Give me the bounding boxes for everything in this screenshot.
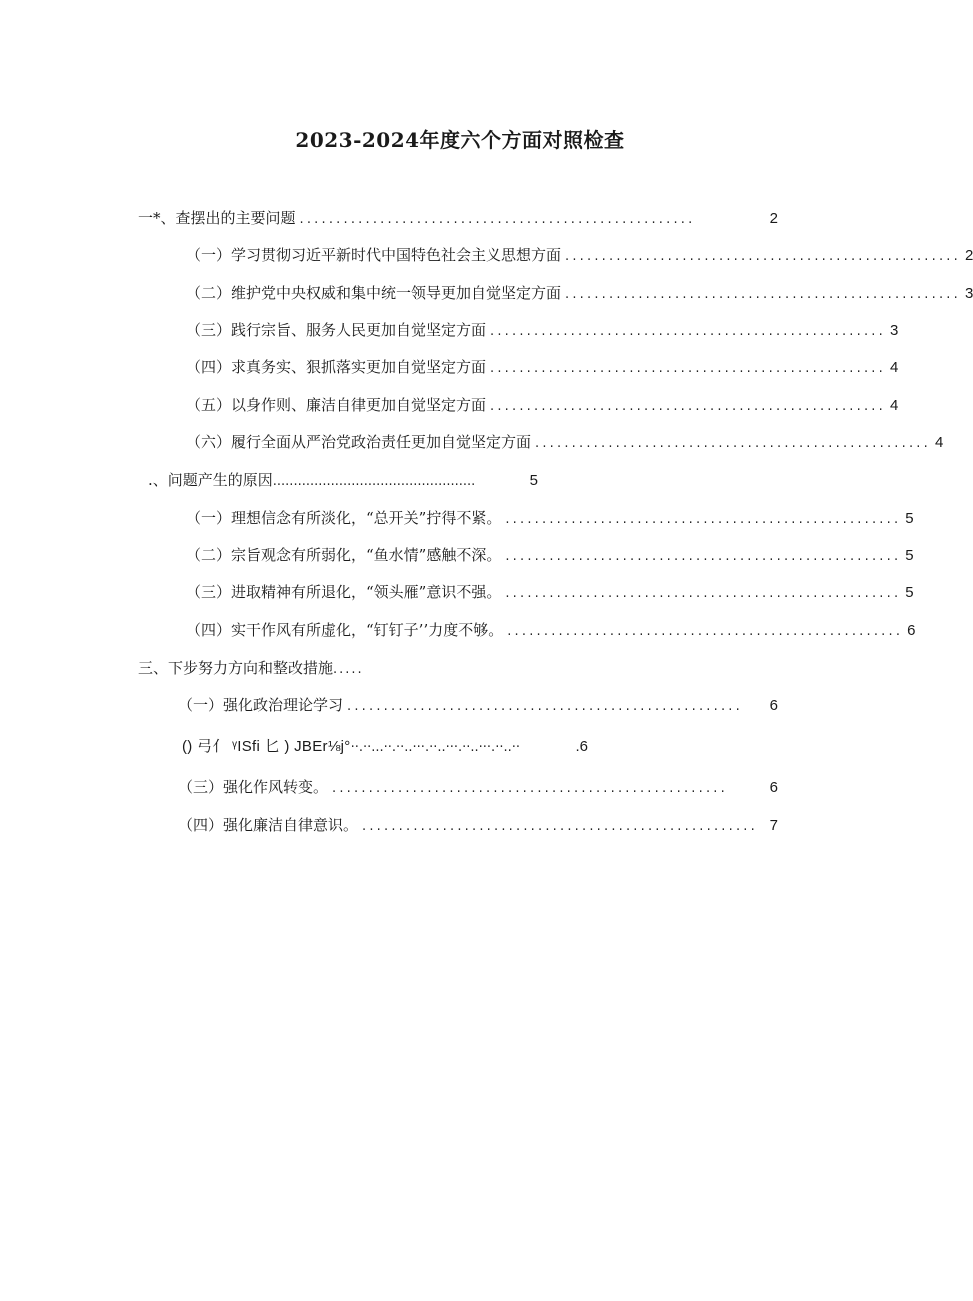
toc-dot-leader: ...................................................... — [535, 436, 931, 451]
toc-dot-leader: ...................................................... — [505, 549, 902, 564]
toc-page-number: 6 — [769, 779, 778, 796]
toc-entry-text: （一）强化政治理论学习 — [178, 696, 344, 714]
toc-entry-text: （三）进取精神有所退化，“领头雁”意识不强。 — [186, 583, 502, 601]
toc-page-number: 2 — [964, 247, 973, 264]
toc-entry-section-1[interactable] — [138, 208, 778, 228]
toc-dot-leader: ...................................................... — [490, 399, 886, 414]
toc-entry-text: （六）履行全面从严治党政治责任更加自觉坚定方面 — [186, 433, 532, 451]
toc-entry-2-4[interactable] — [186, 620, 916, 640]
toc-entry-3-4[interactable] — [178, 815, 778, 835]
toc-page-number: .6 — [575, 738, 588, 755]
toc-entry-3-1[interactable] — [178, 695, 778, 715]
toc-entry-2-3[interactable] — [186, 582, 914, 602]
toc-page-number: 2 — [769, 210, 778, 227]
toc-entry-text: （一）理想信念有所淡化，“总开关”拧得不紧。 — [186, 509, 502, 527]
toc-page-number: 5 — [529, 472, 538, 489]
toc-page-number: 4 — [889, 397, 899, 414]
toc-dot-leader: ...................................................... — [505, 512, 902, 527]
toc-dot-leader: ...................................................... — [505, 586, 902, 601]
toc-dot-leader: ...................................................... — [507, 624, 904, 639]
toc-page-number: 5 — [905, 584, 914, 601]
toc-dot-leader: ...................................................... — [362, 819, 758, 834]
toc-dot-leader: ...................................................... — [565, 287, 961, 302]
toc-entry-text: 三、下步努力方向和整改措施 — [138, 659, 334, 677]
toc-entry-text: （四）实干作风有所虚化，“钉钉子’’力度不够。 — [186, 621, 504, 639]
toc-entry-2-1[interactable] — [186, 508, 914, 528]
toc-entry-text: （二）维护党中央权威和集中统一领导更加自觉坚定方面 — [186, 284, 562, 302]
toc-entry-1-6[interactable] — [186, 432, 944, 452]
toc-entry-text: （四）强化廉洁自律意识。 — [178, 816, 359, 834]
toc-page-number: 5 — [905, 510, 914, 527]
toc-dot-leader: ··.··...··.··..···.··..···.··..···.··..·· — [350, 740, 520, 755]
toc-dot-leader: ...................................................... — [299, 212, 696, 227]
toc-page-number: 6 — [769, 697, 778, 714]
toc-entry-text: （二）宗旨观念有所弱化，“鱼水情”感触不深。 — [186, 546, 502, 564]
toc-page-number: 5 — [905, 547, 914, 564]
toc-dot-leader: ...................................................... — [347, 699, 743, 714]
toc-entry-1-4[interactable] — [186, 357, 899, 377]
toc-dot-leader: ...................................................... — [490, 324, 886, 339]
toc-entry-text: （四）求真务实、狠抓落实更加自觉坚定方面 — [186, 358, 487, 376]
toc-entry-text: （三）强化作风转变。 — [178, 778, 329, 796]
toc-page-number: 3 — [889, 322, 899, 339]
toc-page-number: 3 — [964, 285, 973, 302]
toc-dot-leader: ..... — [333, 662, 364, 677]
toc-page-number: 7 — [769, 817, 778, 834]
toc-entry-1-3[interactable] — [186, 320, 899, 340]
toc-dot-leader: ...................................................... — [332, 781, 728, 796]
toc-entry-2-2[interactable] — [186, 545, 914, 565]
toc-page-number: 6 — [907, 622, 916, 639]
toc-dot-leader: ................................................. — [272, 474, 476, 489]
toc-entry-3-3[interactable] — [178, 777, 778, 797]
toc-entry-1-1[interactable] — [186, 245, 973, 265]
toc-entry-1-5[interactable] — [186, 395, 899, 415]
document-title: 2023-2024年度六个方面对照检查 — [295, 128, 625, 152]
toc-entry-text: （五）以身作则、廉洁自律更加自觉坚定方面 — [186, 396, 487, 414]
toc-entry-3-2[interactable] — [182, 737, 588, 757]
toc-entry-section-3[interactable] — [138, 658, 408, 678]
toc-entry-text: 一*、查摆出的主要问题 — [138, 209, 296, 227]
toc-page-number: 4 — [934, 434, 944, 451]
toc-entry-text: （一）学习贯彻习近平新时代中国特色社会主义思想方面 — [186, 246, 562, 264]
toc-entry-1-2[interactable] — [186, 283, 973, 303]
toc-dot-leader: ...................................................... — [490, 361, 886, 376]
toc-entry-section-2[interactable] — [148, 470, 538, 490]
toc-page-number: 4 — [889, 359, 899, 376]
toc-entry-text: () 弓亻 ᵞISfi 匕 ) JBEr⅛j° — [182, 738, 351, 755]
toc-entry-text: （三）践行宗旨、服务人民更加自觉坚定方面 — [186, 321, 487, 339]
toc-entry-text: .、问题产生的原因 — [148, 471, 273, 489]
toc-dot-leader: ...................................................... — [565, 249, 961, 264]
